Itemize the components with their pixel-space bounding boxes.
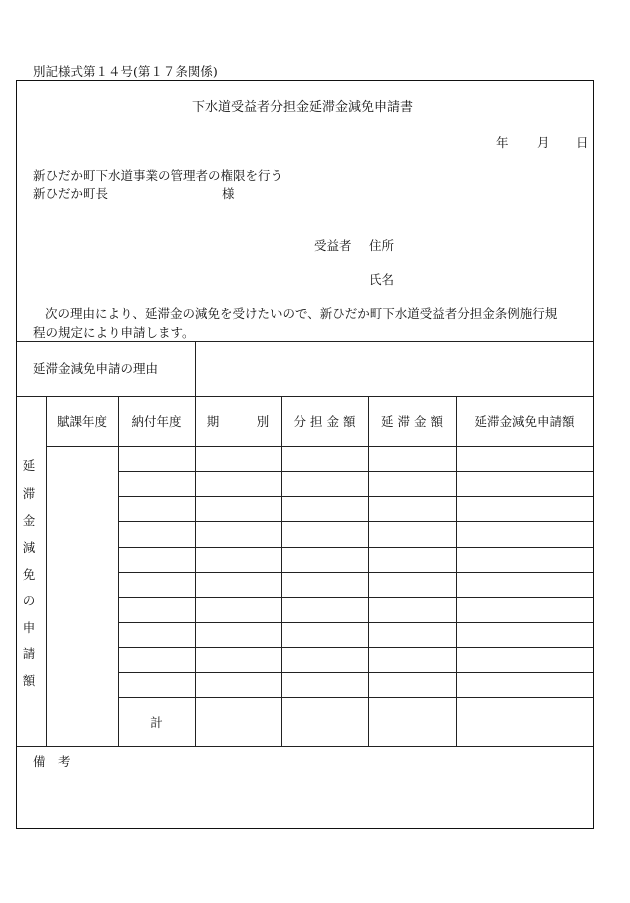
table-row-line bbox=[118, 547, 593, 548]
applicant-address-label: 住所 bbox=[369, 238, 395, 253]
table-vline-6 bbox=[456, 396, 457, 746]
addressee-line2: 新ひだか町長 bbox=[33, 186, 109, 201]
table-row-line bbox=[118, 597, 593, 598]
statement-line2: 程の規定により申請します。 bbox=[33, 325, 195, 340]
reason-row-top-line bbox=[17, 341, 593, 342]
addressee-line1: 新ひだか町下水道事業の管理者の権限を行う bbox=[33, 168, 284, 183]
table-row-line bbox=[118, 572, 593, 573]
col-header-assessment-year: 賦課年度 bbox=[56, 414, 107, 429]
date-day-label: 日 bbox=[576, 135, 589, 150]
remarks-input-area[interactable] bbox=[18, 774, 592, 827]
col-header-payment-year: 納付年度 bbox=[131, 414, 182, 429]
col-header-late-fee-amount: 延 滞 金 額 bbox=[381, 414, 443, 429]
vertical-label-char: の bbox=[22, 593, 36, 608]
vertical-label-char: 滞 bbox=[22, 486, 36, 501]
table-vline-3 bbox=[195, 396, 196, 746]
table-row-line bbox=[118, 496, 593, 497]
col-header-charge-amount: 分 担 金 額 bbox=[293, 414, 356, 429]
total-label: 計 bbox=[150, 715, 163, 730]
table-vline-2 bbox=[118, 396, 119, 746]
reason-label: 延滞金減免申請の理由 bbox=[33, 361, 159, 376]
addressee-honorific: 様 bbox=[222, 186, 235, 201]
remarks-label: 備 考 bbox=[33, 754, 71, 769]
table-top-line bbox=[17, 396, 593, 397]
table-vline-5 bbox=[368, 396, 369, 746]
vertical-label-char: 申 bbox=[22, 620, 36, 635]
form-number: 別記様式第１４号(第１７条関係) bbox=[33, 64, 218, 79]
table-row-line bbox=[118, 672, 593, 673]
table-row-line bbox=[118, 521, 593, 522]
table-vline-1 bbox=[46, 396, 47, 746]
table-header-bottom-line bbox=[46, 446, 593, 447]
vertical-label-char: 延 bbox=[22, 458, 36, 473]
applicant-name-label: 氏名 bbox=[369, 272, 395, 287]
vertical-label-char: 免 bbox=[22, 567, 36, 582]
table-row-line bbox=[118, 697, 593, 698]
statement-line1: 次の理由により、延滞金の減免を受けたいので、新ひだか町下水道受益者分担金条例施行規 bbox=[45, 306, 558, 321]
table-row-line bbox=[118, 622, 593, 623]
vertical-label-char: 額 bbox=[22, 673, 36, 688]
col-header-exemption-amount: 延滞金減免申請額 bbox=[474, 414, 575, 429]
date-month-label: 月 bbox=[537, 135, 550, 150]
table-bottom-line bbox=[17, 746, 593, 747]
reason-divider bbox=[195, 341, 196, 396]
applicant-label: 受益者 bbox=[314, 238, 352, 253]
vertical-label-char: 減 bbox=[22, 540, 36, 555]
date-year-label: 年 bbox=[496, 135, 509, 150]
form-title: 下水道受益者分担金延滞金減免申請書 bbox=[192, 100, 414, 115]
table-row-line bbox=[118, 471, 593, 472]
vertical-label-char: 請 bbox=[22, 646, 36, 661]
table-vline-4 bbox=[281, 396, 282, 746]
reason-input-area[interactable] bbox=[197, 343, 592, 395]
vertical-label-char: 金 bbox=[22, 513, 36, 528]
col-header-period: 期 別 bbox=[206, 414, 270, 429]
table-row-line bbox=[118, 647, 593, 648]
